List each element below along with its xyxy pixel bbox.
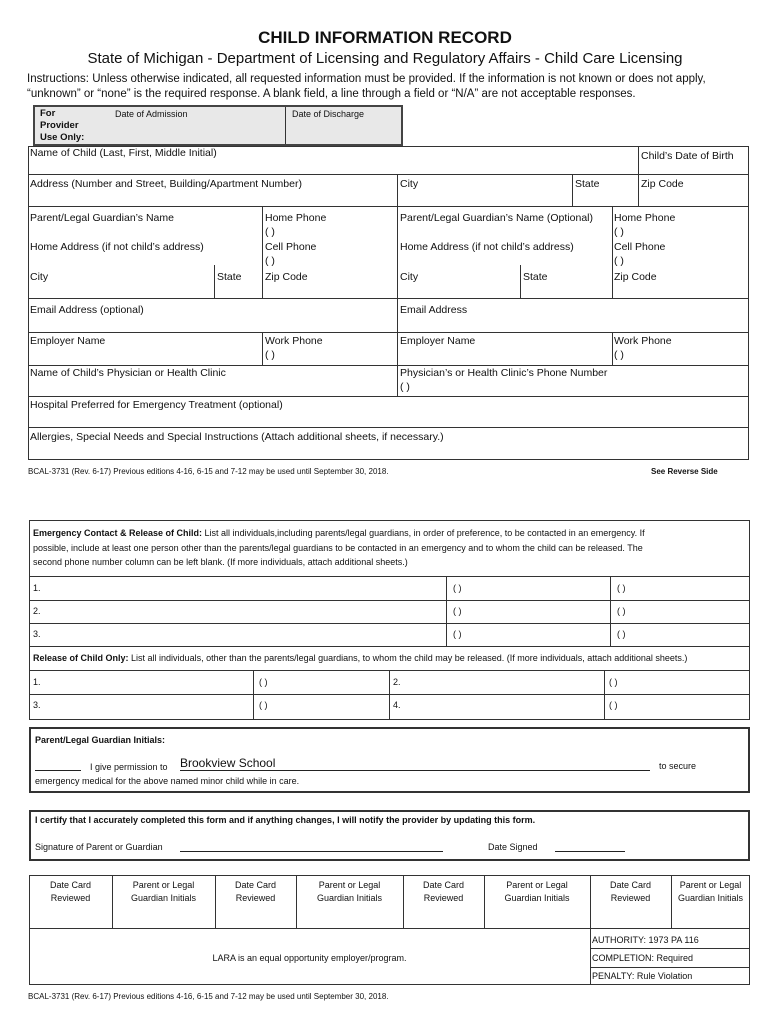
- work-phone-label: Work Phone: [265, 335, 323, 347]
- signature-label: Signature of Parent or Guardian: [35, 842, 163, 852]
- review-col-8: [671, 879, 750, 905]
- review-col-4-line-2: Guardian Initials: [316, 893, 383, 903]
- emergency-phone-3b: ( ): [617, 629, 626, 639]
- date-admission-label: Date of Admission: [115, 109, 188, 119]
- instructions-line-1: Instructions: Unless otherwise indicated, all requested information must be provided. If the information is not known or does not apply,: [27, 73, 706, 85]
- physician-phone-label: Physician’s or Health Clinic’s Phone Number: [400, 367, 608, 379]
- allergies-label: Allergies, Special Needs and Special Instructions (Attach additional sheets, if necessary.): [30, 431, 444, 443]
- lara-statement: LARA is an equal opportunity employer/program.: [212, 953, 407, 963]
- emergency-text-3: second phone number column can be left blank. (If more individuals, attach additional sheets.): [33, 557, 408, 567]
- emergency-row-2: 2.: [33, 606, 41, 616]
- emergency-phone-1a: ( ): [453, 583, 462, 593]
- email-label: Email Address: [400, 304, 468, 316]
- review-col-3-line-1: Date Card: [234, 880, 277, 890]
- page-subtitle: State of Michigan - Department of Licensing and Regulatory Affairs - Child Care Licensing: [87, 50, 683, 67]
- review-col-2: [112, 879, 215, 905]
- emergency-instructions: [33, 526, 743, 570]
- emergency-heading: Emergency Contact & Release of Child:: [33, 528, 203, 538]
- release-phone-4: ( ): [609, 700, 618, 710]
- date-signed-line[interactable]: [555, 850, 625, 852]
- guardian-zip-label: Zip Code: [265, 271, 308, 283]
- home-phone-2-paren: ( ): [614, 226, 624, 238]
- certify-text: I certify that I accurately completed this form and if anything changes, I will notify the provider by updating this form.: [35, 815, 536, 825]
- review-col-7-line-2: Reviewed: [610, 893, 651, 903]
- emergency-phone-3a: ( ): [453, 629, 462, 639]
- review-col-1-line-2: Reviewed: [50, 893, 91, 903]
- give-permission-text: I give permission to: [90, 762, 168, 772]
- authority-label: AUTHORITY: 1973 PA 116: [592, 935, 699, 945]
- emergency-phone-2b: ( ): [617, 606, 626, 616]
- completion-label: COMPLETION: Required: [592, 953, 694, 963]
- address-label: Address (Number and Street, Building/Apartment Number): [30, 178, 302, 190]
- review-col-7-line-1: Date Card: [609, 880, 652, 890]
- guardian-state-label: State: [217, 271, 242, 283]
- review-col-3-line-2: Reviewed: [235, 893, 276, 903]
- guardian2-state-label: State: [523, 271, 548, 283]
- guardian-name-label: Parent/Legal Guardian’s Name: [30, 212, 174, 224]
- instructions: [27, 72, 747, 102]
- instructions-line-2: “unknown” or “none” is the required response. A blank field, a line through a field or “N/A” are not acceptable responses.: [27, 88, 636, 100]
- review-col-3: [215, 879, 296, 905]
- release-row-4: 4.: [393, 700, 401, 710]
- guardian2-city-label: City: [400, 271, 419, 283]
- release-heading: Release of Child Only:: [33, 653, 129, 663]
- home-address-label: Home Address (if not child’s address): [30, 241, 204, 253]
- review-col-5-line-2: Reviewed: [423, 893, 464, 903]
- employer-2-label: Employer Name: [400, 335, 476, 347]
- review-col-5-line-1: Date Card: [422, 880, 465, 890]
- zip-label: Zip Code: [641, 178, 684, 190]
- work-phone-2-label: Work Phone: [614, 335, 672, 347]
- child-dob-label: Child’s Date of Birth: [641, 150, 734, 162]
- cell-phone-2-paren: ( ): [614, 255, 624, 267]
- initials-line[interactable]: [35, 769, 81, 771]
- release-phone-1: ( ): [259, 677, 268, 687]
- emergency-row-1: 1.: [33, 583, 41, 593]
- review-col-4-line-1: Parent or Legal: [318, 880, 381, 890]
- initials-heading: Parent/Legal Guardian Initials:: [35, 735, 166, 745]
- form-id-bottom: BCAL-3731 (Rev. 6-17) Previous editions 4-16, 6-15 and 7-12 may be used until September 30, 2018.: [28, 992, 389, 1001]
- review-col-6-line-1: Parent or Legal: [506, 880, 568, 890]
- form-id-top: BCAL-3731 (Rev. 6-17) Previous editions 4-16, 6-15 and 7-12 may be used until September 30, 2018.: [28, 467, 389, 476]
- penalty-label: PENALTY: Rule Violation: [592, 971, 693, 981]
- email-optional-label: Email Address (optional): [30, 304, 144, 316]
- review-col-8-line-1: Parent or Legal: [679, 880, 742, 890]
- physician-label: Name of Child’s Physician or Health Clinic: [30, 367, 226, 379]
- employer-label: Employer Name: [30, 335, 106, 347]
- release-row-1: 1.: [33, 677, 41, 687]
- emergency-row-3: 3.: [33, 629, 41, 639]
- review-col-1-line-1: Date Card: [49, 880, 92, 890]
- physician-phone-paren: ( ): [400, 381, 410, 393]
- review-col-7: [590, 879, 671, 905]
- work-phone-paren: ( ): [265, 349, 275, 361]
- cell-phone-2-label: Cell Phone: [614, 241, 666, 253]
- review-col-6-line-2: Guardian Initials: [504, 893, 570, 903]
- home-phone-2-label: Home Phone: [614, 212, 676, 224]
- review-col-1: [29, 879, 112, 905]
- guardian-city-label: City: [30, 271, 49, 283]
- review-col-8-line-2: Guardian Initials: [677, 893, 744, 903]
- guardian2-name-label: Parent/Legal Guardian’s Name (Optional): [400, 212, 593, 224]
- for-label: For: [40, 108, 56, 119]
- review-col-2-line-1: Parent or Legal: [132, 880, 195, 890]
- guardian2-zip-label: Zip Code: [614, 271, 657, 283]
- review-col-5: [403, 879, 484, 905]
- hospital-label: Hospital Preferred for Emergency Treatment (optional): [30, 399, 283, 411]
- review-col-6: [484, 879, 590, 905]
- page-title: CHILD INFORMATION RECORD: [258, 28, 512, 47]
- home-phone-paren: ( ): [265, 226, 275, 238]
- review-col-4: [296, 879, 403, 905]
- home-address-2-label: Home Address (if not child’s address): [400, 241, 574, 253]
- release-row-3: 3.: [33, 700, 41, 710]
- signature-line[interactable]: [180, 850, 443, 852]
- cell-phone-label: Cell Phone: [265, 241, 317, 253]
- child-name-label: Name of Child (Last, First, Middle Initial): [30, 147, 217, 159]
- review-col-2-line-2: Guardian Initials: [130, 893, 197, 903]
- release-phone-3: ( ): [259, 700, 268, 710]
- child-info-form: [28, 146, 749, 460]
- release-text: List all individuals, other than the parents/legal guardians, to whom the child may be released. (If more individuals, attach additional sheets.): [128, 653, 688, 663]
- city-label: City: [400, 178, 419, 190]
- date-signed-label: Date Signed: [488, 842, 538, 852]
- release-row-2: 2.: [393, 677, 401, 687]
- date-discharge-label: Date of Discharge: [292, 109, 365, 119]
- provider-use-label: [40, 108, 84, 144]
- emergency-phone-2a: ( ): [453, 606, 462, 616]
- state-label: State: [575, 178, 600, 190]
- use-only-label: Use Only:: [40, 132, 85, 143]
- cell-phone-paren: ( ): [265, 255, 275, 267]
- home-phone-label: Home Phone: [265, 212, 327, 224]
- provider-name-value[interactable]: Brookview School: [180, 756, 276, 770]
- work-phone-2-paren: ( ): [614, 349, 624, 361]
- provider-label: Provider: [40, 120, 79, 131]
- emergency-phone-1b: ( ): [617, 583, 626, 593]
- release-phone-2: ( ): [609, 677, 618, 687]
- release-instructions: [33, 653, 687, 663]
- permission-line-2: emergency medical for the above named minor child while in care.: [35, 776, 300, 786]
- emergency-text-1: List all individuals,including parents/legal guardians, in order of preference, to be contacted in an emergency. If: [202, 528, 645, 538]
- see-reverse-label: See Reverse Side: [651, 467, 718, 476]
- to-secure-text: to secure: [659, 761, 697, 771]
- emergency-text-2: possible, include at least one person other than the parents/legal guardians to be contacted in an emergency and to whom the child can be released. The: [33, 542, 643, 553]
